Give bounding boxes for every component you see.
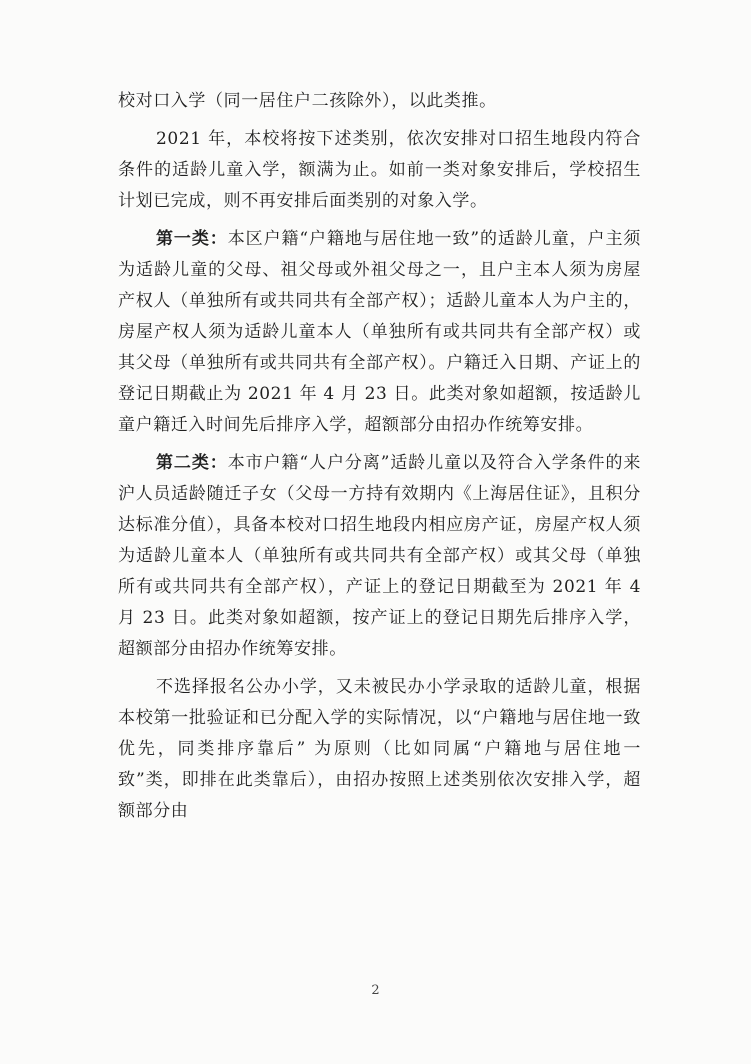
paragraph-category-one [118, 224, 641, 441]
category-two-label: 第二类： [156, 453, 228, 473]
page-number: 2 [371, 983, 380, 998]
paragraph-admission-order: 2021 年，本校将按下述类别，依次安排对口招生地段内符合条件的适龄儿童入学，额满为止。如前一类对象安排后，学校招生计划已完成，则不再安排后面类别的对象入学。 [118, 129, 641, 211]
category-two-text: 本市户籍“人户分离”适龄儿童以及符合入学条件的来沪人员适龄随迁子女（父母一方持有效期内《上海居住证》，且积分达标准分值），具备本校对口招生地段内相应房产证，房屋产权人须为适龄儿童本人（单独所有或共同共有全部产权）或其父母（单独所有或共同共有全部产权），产证上的登记日期截至为 2021 年 4 月 23 日。此类对象如超额，按产证上的登记日期先后排序入学，超额部分由招办作统筹安排。 [118, 453, 642, 659]
paragraph-category-two [118, 448, 641, 665]
category-one-label: 第一类： [156, 229, 228, 249]
paragraph-unassigned-children: 不选择报名公办小学，又未被民办小学录取的适龄儿童，根据本校第一批验证和已分配入学的实际情况，以“户籍地与居住地一致优先，同类排序靠后” 为原则（比如同属“户籍地与居住地一致”类，即排在此类靠后），由招办按照上述类别依次安排入学，超额部分由 [118, 677, 641, 821]
document-body [118, 86, 641, 827]
category-one-text: 本区户籍“户籍地与居住地一致”的适龄儿童，户主须为适龄儿童的父母、祖父母或外祖父母之一，且户主本人须为房屋产权人（单独所有或共同共有全部产权）；适龄儿童本人为户主的，房屋产权人须为适龄儿童本人（单独所有或共同共有全部产权）或其父母（单独所有或共同共有全部产权）。户籍迁入日期、产证上的登记日期截止为 2021 年 4 月 23 日。此类对象如超额，按适龄儿童户籍迁入时间先后排序入学，超额部分由招办作统筹安排。 [118, 229, 642, 435]
paragraph-continuation: 校对口入学（同一居住户二孩除外），以此类推。 [118, 91, 497, 111]
